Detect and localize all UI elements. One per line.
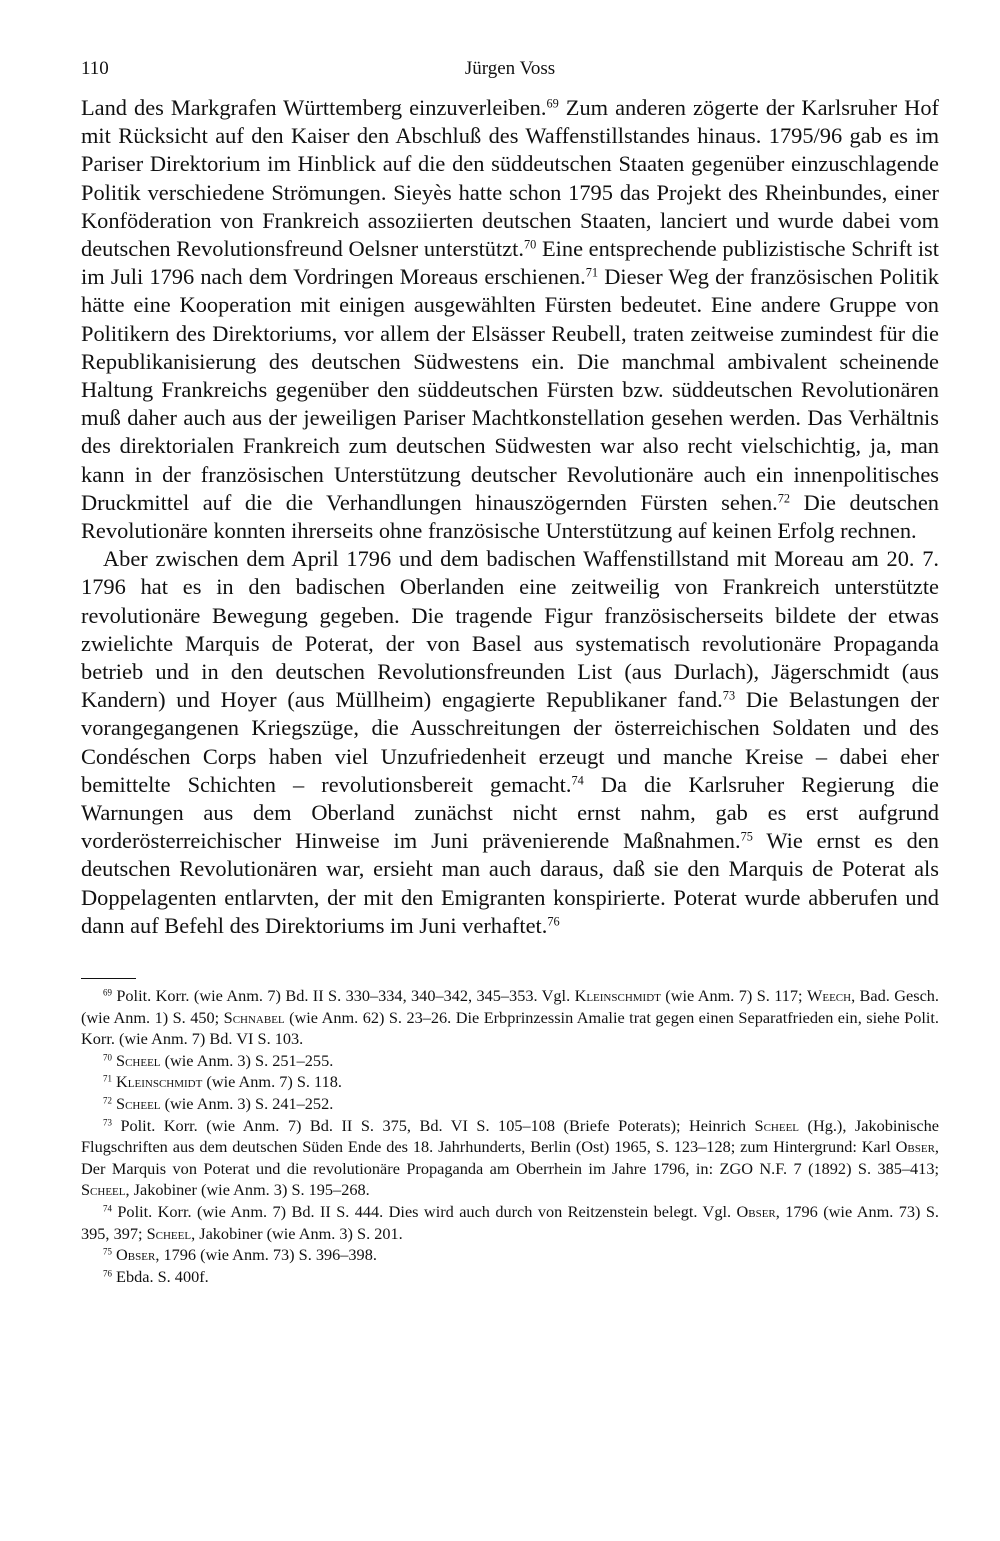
footnote-text: Polit. Korr. (wie Anm. 7) Bd. II S. 330–334, 340–342, 345–353. Vgl. [111,986,575,1006]
author-name: Obser [736,1202,776,1222]
footnote-text: Ebda. S. 400f. [111,1266,209,1286]
footnote-73 [81,1115,939,1201]
author-name: Scheel [116,1050,161,1070]
paragraph-2 [81,545,939,940]
footnote-ref-74[interactable]: 74 [571,773,584,788]
footnote-text: Polit. Korr. (wie Anm. 7) Bd. II S. 444. Dies wird auch durch von Reitzenstein belegt. Vgl. [111,1202,737,1222]
author-name: Schnabel [223,1007,285,1027]
text-run: Zum anderen zögerte der Karlsruher Hof mit Rücksicht auf den Kaiser den Abschluß des Waffenstillstandes hinaus. 1795/96 gab es im Pariser Direktorium im Hinblick auf die den süddeutschen Staaten gegenüber einzuschlagende Politik verschiedene Strömungen. Sieyès hatte schon 1795 das Projekt des Rheinbundes, einer Konföderation von Frankreich assoziierten deutschen Staaten, lanciert und wurde dabei vom deutschen Revolutionsfreund Oelsner unterstützt. [81,95,939,262]
text-run: Wie ernst es den deutschen Revolutionären war, ersieht man auch daraus, daß sie den Marquis de Poterat als Doppelagenten entlarvten, der mit den Emigranten konspirierte. Poterat wurde abberufen und dann auf Befehl des Direktoriums im Juni verhaftet. [81,828,939,938]
footnote-number: 69 [103,987,112,998]
footnote-number: 74 [103,1203,112,1214]
footnote-text: , 1796 (wie Anm. 73) S. 395, 397; [81,1202,939,1243]
footnote-number: 72 [103,1095,112,1106]
author-name: Kleinschmidt [574,986,661,1006]
text-run: Die deutschen Revolutionäre konnten ihrerseits ohne französische Unterstützung auf keinen Erfolg rechnen. [81,489,939,544]
page-number: 110 [81,58,109,79]
body-text [81,94,939,940]
footnote-74 [81,1201,939,1244]
author-name: Obser [895,1137,935,1157]
running-head-author: Jürgen Voss [464,58,556,79]
footnote-text: Polit. Korr. (wie Anm. 7) Bd. II S. 375, Bd. VI S. 105–108 (Briefe Poterats); Heinrich [111,1115,755,1135]
footnote-71 [81,1071,939,1093]
text-run: Aber zwischen dem April 1796 und dem badischen Waffenstillstand mit Moreau am 20. 7. 1796 hat es in den badischen Oberlanden eine zeitweilig von Frankreich unterstützte revolutionäre Bewegung gegeben. Die tragende Figur französischerseits bildete der etwas zwielichte Marquis de Poterat, der von Basel aus systematisch revolutionäre Propaganda betrieb und in den deutschen Revolutionsfreunden List (aus Durlach), Jägerschmidt (aus Kandern) und Hoyer (aus Müllheim) engagierte Republikaner fand. [81,546,939,713]
footnote-ref-71[interactable]: 71 [585,265,598,280]
footnote-ref-69[interactable]: 69 [546,96,559,111]
footnote-76 [81,1266,939,1288]
footnote-divider [81,978,136,979]
footnote-text: , Jakobiner (wie Anm. 3) S. 195–268. [125,1180,370,1200]
footnote-text: (wie Anm. 3) S. 251–255. [160,1050,334,1070]
footnote-text: , Der Marquis von Poterat und die revolutionäre Propaganda am Oberrhein im Jahre 1796, in: ZGO N.F. 7 (1892) S. 385–413; [81,1137,939,1178]
footnote-number: 75 [103,1246,112,1257]
paragraph-1 [81,94,939,545]
footnote-text: (wie Anm. 7) S. 117; [660,986,807,1006]
text-run: Land des Markgrafen Württemberg einzuverleiben. [81,95,547,120]
author-name: Scheel [754,1115,800,1135]
footnote-text: (wie Anm. 62) S. 23–26. Die Erbprinzessin Amalie trat gegen einen Separatfrieden ein, siehe Polit. Korr. (wie Anm. 7) Bd. VI S. 103. [81,1007,939,1049]
page-header [81,58,939,94]
author-name: Weech [806,986,852,1006]
footnote-ref-75[interactable]: 75 [740,829,753,844]
footnote-number: 73 [103,1117,112,1128]
author-name: Kleinschmidt [116,1072,203,1092]
document-page [81,58,939,1287]
text-run: Da die Karlsruher Regierung die Warnungen aus dem Oberland zunächst nicht ernst nahm, gab es erst aufgrund vorderösterreichischer Hinweise im Juni prävenierende Maßnahmen. [81,771,939,854]
footnote-text: , Jakobiner (wie Anm. 3) S. 201. [191,1223,403,1243]
footnote-text: , 1796 (wie Anm. 73) S. 396–398. [155,1245,377,1265]
author-name: Scheel [81,1180,126,1200]
footnote-ref-73[interactable]: 73 [722,688,736,703]
text-run: Die Belastungen der vorangegangenen Kriegszüge, die Ausschreitungen der österreichischen Soldaten und des Condéschen Corps haben viel Unzufriedenheit erzeugt und manche Kreise – dabei eher bemittelte Schichten – revolutionsbereit gemacht. [81,687,939,797]
footnote-69 [81,985,939,1050]
footnotes [81,985,939,1287]
footnote-ref-70[interactable]: 70 [523,237,537,252]
footnote-ref-72[interactable]: 72 [777,491,791,506]
text-run: Eine entsprechende publizistische Schrift ist im Juli 1796 nach dem Vordringen Moreaus erschienen. [81,236,939,290]
footnote-number: 76 [103,1268,112,1279]
footnote-text: (Hg.), Jakobinische Flugschriften aus dem deutschen Süden Ende des 18. Jahrhunderts, Berlin (Ost) 1965, S. 123–128; zum Hintergrund: Karl [81,1115,940,1157]
text-run: Dieser Weg der französischen Politik hätte eine Kooperation mit einigen ausgewählten Fürsten bedeutet. Eine andere Gruppe von Politikern des Direktoriums, vor allem der Elsässer Reubell, traten zeitweise zumindest für die Republikanisierung des deutschen Südwestens ein. Die manchmal ambivalent scheinende Haltung Frankreichs gegenüber den süddeutschen Fürsten bzw. süddeutschen Revolutionären muß daher auch aus der jeweiligen Pariser Machtkonstellation gesehen werden. Das Verhältnis des direktorialen Frankreich zum deutschen Südwesten war also recht vielschichtig, ja, man kann in der französischen Unterstützung deutscher Revolutionäre auch ein innenpolitisches Druckmittel auf die die Verhandlungen hinauszögernden Fürsten sehen. [81,264,939,515]
footnote-75 [81,1244,939,1266]
author-name: Scheel [146,1223,192,1243]
footnote-70 [81,1050,939,1072]
author-name: Scheel [116,1094,161,1114]
footnote-72 [81,1093,939,1115]
footnote-number: 70 [103,1052,112,1063]
footnote-text: , Bad. Gesch. (wie Anm. 1) S. 450; [81,986,940,1027]
footnote-number: 71 [103,1074,112,1085]
footnote-text: (wie Anm. 3) S. 241–252. [160,1094,334,1114]
footnote-text: (wie Anm. 7) S. 118. [202,1072,342,1092]
author-name: Obser [116,1245,156,1265]
footnote-ref-76[interactable]: 76 [547,914,560,929]
